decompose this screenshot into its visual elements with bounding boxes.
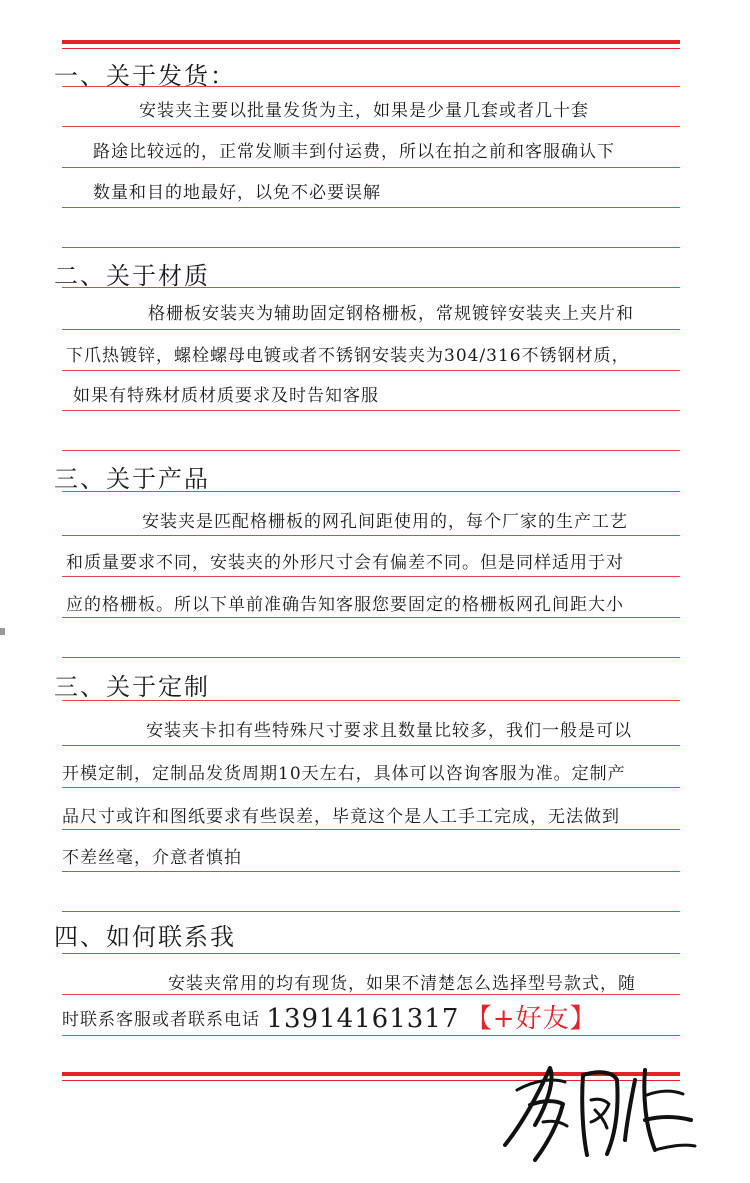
paragraph-line: 数量和目的地最好，以免不必要误解 [93, 183, 381, 203]
add-friend-label: 【+好友】 [465, 1004, 597, 1034]
paragraph-line: 如果有特殊材质材质要求及时告知客服 [73, 386, 379, 406]
paragraph-line: 路途比较远的，正常发顺丰到付运费，所以在拍之前和客服确认下 [93, 142, 615, 162]
signature-image [495, 1050, 700, 1170]
ruled-line [62, 871, 680, 872]
ruled-line [62, 167, 680, 168]
ruled-line [62, 287, 680, 288]
ruled-line [62, 657, 680, 658]
ruled-line [62, 1035, 680, 1036]
contact-line [62, 998, 597, 1035]
ruled-line [62, 207, 680, 208]
top-border [62, 40, 680, 44]
ruled-line [62, 370, 680, 371]
ruled-line [62, 126, 680, 127]
phone-number: 13914161317 [266, 1004, 460, 1034]
paragraph-line: 安装夹常用的均有现货，如果不清楚怎么选择型号款式，随 [168, 974, 636, 994]
ruled-line [62, 535, 680, 536]
paragraph-line: 和质量要求不同，安装夹的外形尺寸会有偏差不同。但是同样适用于对 [66, 553, 624, 573]
paragraph-line: 格栅板安装夹为辅助固定钢格栅板，常规镀锌安装夹上夹片和 [148, 304, 634, 324]
section-heading-material: 二、关于材质 [54, 262, 210, 290]
paragraph-line: 品尺寸或许和图纸要求有些误差，毕竟这个是人工手工完成，无法做到 [62, 807, 620, 827]
paragraph-line: 不差丝毫，介意者慎拍 [62, 848, 242, 868]
ruled-line [62, 410, 680, 411]
ruled-line [62, 86, 680, 87]
ruled-line [62, 829, 680, 830]
ruled-line [62, 247, 680, 248]
ruled-line [62, 700, 680, 701]
ruled-line [62, 745, 680, 746]
section-heading-contact: 四、如何联系我 [54, 923, 236, 951]
ruled-line [62, 329, 680, 330]
ruled-line [62, 911, 680, 912]
paragraph-line: 应的格栅板。所以下单前准确告知客服您要固定的格栅板网孔间距大小 [66, 595, 624, 615]
ruled-line [62, 953, 680, 954]
paragraph-line: 安装夹卡扣有些特殊尺寸要求且数量比较多，我们一般是可以 [146, 721, 632, 741]
paragraph-line: 安装夹主要以批量发货为主，如果是少量几套或者几十套 [139, 101, 589, 121]
contact-text: 时联系客服或者联系电话 [62, 1010, 260, 1030]
ruled-line [62, 617, 680, 618]
paragraph-line: 开模定制，定制品发货周期10天左右，具体可以咨询客服为准。定制产 [62, 764, 626, 784]
ruled-line [62, 450, 680, 451]
section-heading-shipping: 一、关于发货： [54, 62, 236, 90]
section-heading-custom: 三、关于定制 [54, 673, 210, 701]
scan-smudge [0, 628, 6, 636]
ruled-line [62, 491, 680, 492]
paragraph-line: 下爪热镀锌，螺栓螺母电镀或者不锈钢安装夹为304/316不锈钢材质， [66, 346, 630, 366]
ruled-line [62, 576, 680, 577]
paragraph-line: 安装夹是匹配格栅板的网孔间距使用的，每个厂家的生产工艺 [142, 512, 628, 532]
ruled-line [62, 787, 680, 788]
ruled-line [62, 994, 680, 995]
section-heading-product: 三、关于产品 [54, 465, 210, 493]
